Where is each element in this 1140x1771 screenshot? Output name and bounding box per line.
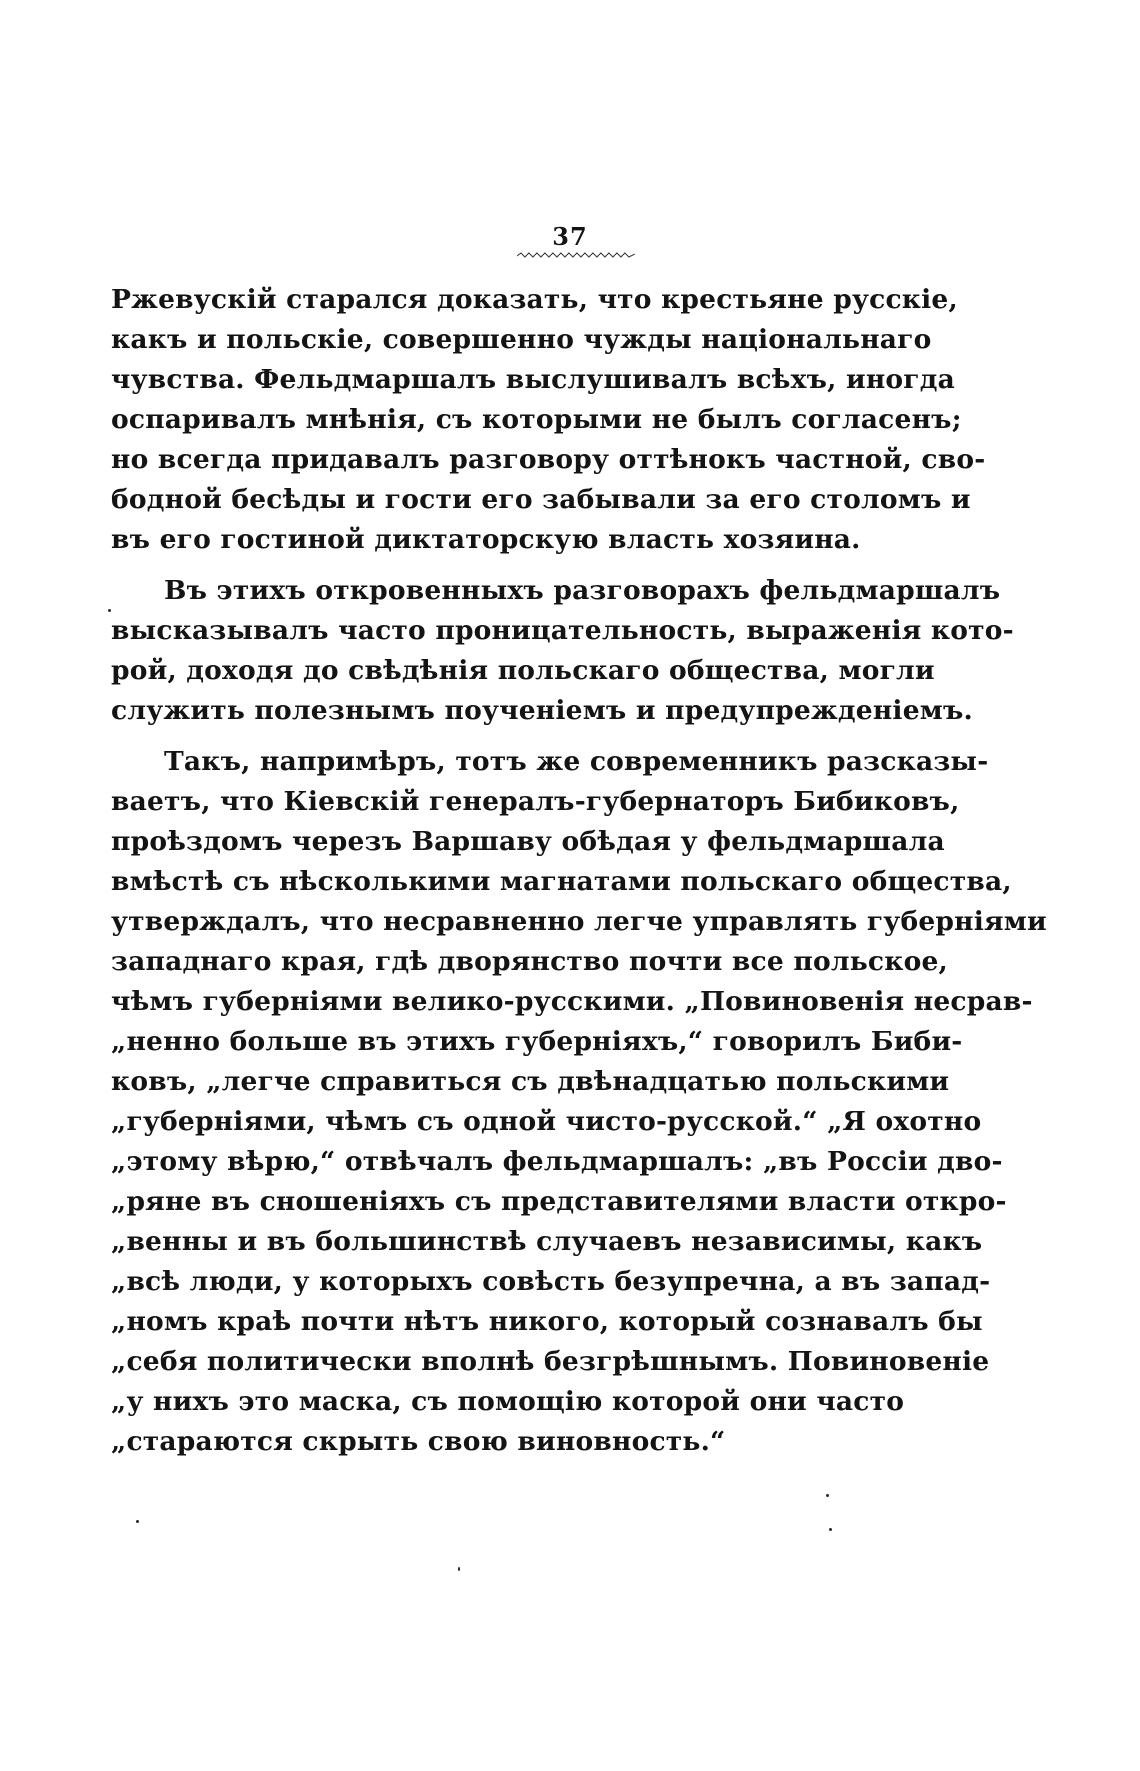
text-line: чувства. Фельдмаршалъ выслушивалъ всѣхъ, иногда (111, 364, 955, 395)
text-line: утверждалъ, что несравненно легче управлять губерніями (111, 906, 1047, 937)
page-number-ornament (517, 252, 635, 260)
scan-speck (108, 609, 111, 612)
text-line: какъ и польскіе, совершенно чужды національнаго (111, 324, 932, 355)
text-line: проѣздомъ черезъ Варшаву обѣдая у фельдмаршала (111, 826, 945, 857)
text-line: Въ этихъ откровенныхъ разговорахъ фельдмаршалъ (164, 575, 1001, 606)
text-line: „себя политически вполнѣ безгрѣшнымъ. Повиновеніе (111, 1346, 990, 1377)
text-line: „губерніями, чѣмъ съ одной чисто-русской.“ „Я охотно (111, 1106, 982, 1137)
text-line: Такъ, напримѣръ, тотъ же современникъ разсказы- (164, 746, 989, 777)
text-line: „этому вѣрю,“ отвѣчалъ фельдмаршалъ: „въ Россіи дво- (111, 1146, 1003, 1177)
text-line: Ржевускій старался доказать, что крестьяне русскіе, (111, 284, 958, 315)
paragraph-1 (111, 280, 986, 560)
text-line: западнаго края, гдѣ дворянство почти все польское, (111, 946, 948, 977)
text-line: служить полезнымъ поученіемъ и предупрежденіемъ. (111, 695, 973, 726)
page-number: 37 (552, 222, 588, 251)
scan-speck (458, 1567, 460, 1571)
scan-speck (136, 1520, 139, 1523)
scan-speck (829, 1528, 832, 1531)
text-line: „ненно больше въ этихъ губерніяхъ,“ говорилъ Биби- (111, 1026, 963, 1057)
text-line: чѣмъ губерніями велико-русскими. „Повиновенія несрав- (111, 986, 1033, 1017)
text-line: ковъ, „легче справиться съ двѣнадцатью польскими (111, 1066, 950, 1097)
text-line: но всегда придавалъ разговору оттѣнокъ частной, сво- (111, 444, 986, 475)
text-line: ваетъ, что Кіевскій генералъ-губернаторъ Бибиковъ, (111, 786, 960, 817)
text-line: въ его гостиной диктаторскую власть хозяина. (111, 524, 861, 555)
text-line: рой, доходя до свѣдѣнія польскаго общества, могли (111, 655, 935, 686)
text-line: „ряне въ сношеніяхъ съ представителями власти откро- (111, 1186, 1007, 1217)
text-line: оспаривалъ мнѣнія, съ которыми не былъ согласенъ; (111, 404, 962, 435)
text-line: „стараются скрыть свою виновность.“ (111, 1426, 726, 1457)
body-text (111, 280, 1047, 1462)
text-line: „венны и въ большинствѣ случаевъ независимы, какъ (111, 1226, 983, 1257)
text-line: „у нихъ это маска, съ помощію которой они часто (111, 1386, 905, 1417)
text-line: „всѣ люди, у которыхъ совѣсть безупречна, а въ запад- (111, 1266, 991, 1297)
text-line: „номъ краѣ почти нѣтъ никого, который сознавалъ бы (111, 1306, 983, 1337)
text-line: вмѣстѣ съ нѣсколькими магнатами польскаго общества, (111, 866, 1012, 897)
scan-speck (826, 1494, 829, 1497)
paragraph-3 (111, 742, 1047, 1462)
text-line: бодной бесѣды и гости его забывали за его столомъ и (111, 484, 971, 515)
paragraph-2 (111, 571, 1014, 731)
text-line: высказывалъ часто проницательность, выраженія кото- (111, 615, 1014, 646)
